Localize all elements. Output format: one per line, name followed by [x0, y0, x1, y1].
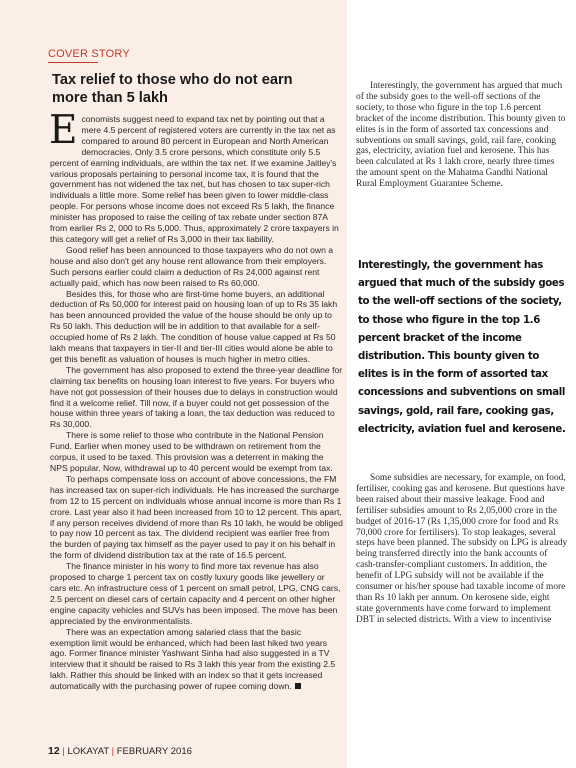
end-mark [295, 683, 301, 689]
right-paragraph-1: Interestingly, the government has argued that much of the subsidy goes to the well-off sections of the society, to those who figure in the top 1.6 percent bracket of the income distribution. This bounty given to elites is in the form of assorted tax concessions and subventions on small savings, gold, rail fare, cooking gas, electricity, aviation fuel and kerosene. This has been calculated at Rs 1 lakh crore, nearly three times the amount spent on the Mahatma Gandhi National Rural Employment Guarantee Scheme. [356, 81, 566, 190]
article-body [49, 108, 343, 692]
body-paragraph-5: There is some relief to those who contribute in the National Pension Fund. Earlier when money used to be withdrawn on retirement from the corpus, it used to be taxed. This provision was a deterrent in making the NPS popular. Now, withdrawal up to 40 percent would be exempt from tax. [50, 430, 333, 473]
body-paragraph-3: Besides this, for those who are first-time home buyers, an additional deduction of Rs 50,000 for interest paid on housing loan of up to Rs 35 lakh has been announced provided the value of the house should be only up to Rs 50 lakh. This deduction will be in addition to that available for a self-occupied home of Rs 2 lakh. The condition of house value capped at Rs 50 lakh means that taxpayers in tier-II and tier-III cities would alone be able to get this benefit as valuation of houses is much higher in metro cities. [50, 288, 338, 364]
section-rule [48, 62, 98, 63]
pull-quote: Interestingly, the government has argued that much of the subsidy goes to the well-off sections of the society, to those who figure in the top 1.6 percent bracket of the income distribution. This bounty given to elites is in the form of assorted tax concessions and subventions on small savings, gold, rail fare, cooking gas, electricity, aviation fuel and kerosene. [358, 260, 566, 435]
footer-separator: | [111, 746, 115, 757]
page-number: 12 [48, 745, 60, 757]
right-paragraph-2: Some subsidies are necessary, for example, on food, fertiliser, cooking gas and kerosene. But questions have been raised about their massive leakage. Food and fertiliser subsidies amount to Rs 2,05,000 crore in the budget of 2016-17 (Rs 1,35,000 crore for food and Rs 70,000 crore for fertilisers). To stop leakages, several steps have been planned. The subsidy on LPG is already being transferred directly into the bank accounts of cash-transfer-compliant customers. In addition, the benefit of LPG subsidy will not be available if the consumer or his/her spouse had taxable income of more than Rs 10 lakh per annum. On kerosene side, eight state governments have come forward to implement DBT in selected districts. With a view to incentivise [356, 473, 568, 625]
body-paragraph-4: The government has also proposed to extend the three-year deadline for claiming tax benefits on housing loan interest to five years. For buyers who have not got possession of their houses due to delays in construction would find it a welcome relief. Till now, if a buyer could not get possession of the house within three years of taking a loan, the tax deduction was reduced to Rs 30,000. [50, 364, 343, 430]
footer-separator: | [62, 746, 65, 757]
section-label: COVER STORY [48, 48, 130, 60]
right-column-top [356, 81, 568, 190]
page-footer [48, 745, 192, 757]
article-headline: Tax relief to those who do not earn more than 5 lakh [52, 72, 293, 106]
body-paragraph-6: To perhaps compensate loss on account of above concessions, the FM has increased tax on super-rich individuals. He has increased the surcharge from 12 to 15 percent on individuals whose annual income is more than Rs 1 crore. Last year also it had been increased from 10 to 12 percent. This apart, if any person receives dividend of more than Rs 10 lakh, he would be obliged to pay now 10 percent as tax. The dividend recipient was earlier free from the burden of paying tax himself as the payer used to pay it on his behalf in the form of dividend distribution tax at the rate of 16.5 percent. [50, 473, 343, 561]
publication-name: LOKAYAT [67, 746, 109, 757]
right-column-bottom [356, 473, 568, 626]
body-paragraph-7: The finance minister in his worry to find more tax revenue has also proposed to charge 1 percent tax on costly luxury goods like jewellery or cars etc. An infrastructure cess of 1 percent on small petrol, LPG, CNG cars, 2.5 percent on diesel cars of certain capacity and 4 percent on other higher engine capacity vehicles and SUVs has been imposed. The move has been appreciated by the environmentalists. [50, 561, 341, 626]
issue-date: FEBRUARY 2016 [116, 746, 192, 757]
body-paragraph-1: Economists suggest need to expand tax net by pointing out that a mere 4.5 percent of registered voters are currently in the tax net as compared to around 80 percent in European and North American democracies. Only 3.5 crore persons, which constitute only 5.5 percent of earning individuals, are within the tax net. If we examine Jaitley's various proposals pertaining to personal income tax, it is found that the government has not widened the tax net, but has chosen to tax super-rich individuals a little more. Some relief has been given to lower middle-class people. For persons whose income does not exceed Rs 5 lakh, the finance minister has proposed to raise the ceiling of tax rebate under section 87A from earlier Rs 2, 000 to Rs 5,000. Thus, approximately 2 crore taxpayers in this category will get a relief of Rs 3,000 in their tax liability. [49, 108, 339, 244]
drop-cap: E [49, 108, 78, 153]
body-paragraph-8: There was an expectation among salaried class that the basic exemption limit would be enhanced, which had been last hiked two years ago. Former finance minister Yashwant Sinha had also suggested in a TV interview that it should be raised to Rs 3 lakh this year from the existing 2.5 lakh. Rather this should be linked with an index so that it gets increased automatically with the purchasing power of rupee coming down. [50, 626, 336, 692]
body-paragraph-2: Good relief has been announced to those taxpayers who do not own a house and also don't get any house rent allowance from their employers. Such persons earlier could claim a deduction of Rs 24,000 against rent actually paid, which has now been raised to Rs 60,000. [50, 244, 334, 288]
